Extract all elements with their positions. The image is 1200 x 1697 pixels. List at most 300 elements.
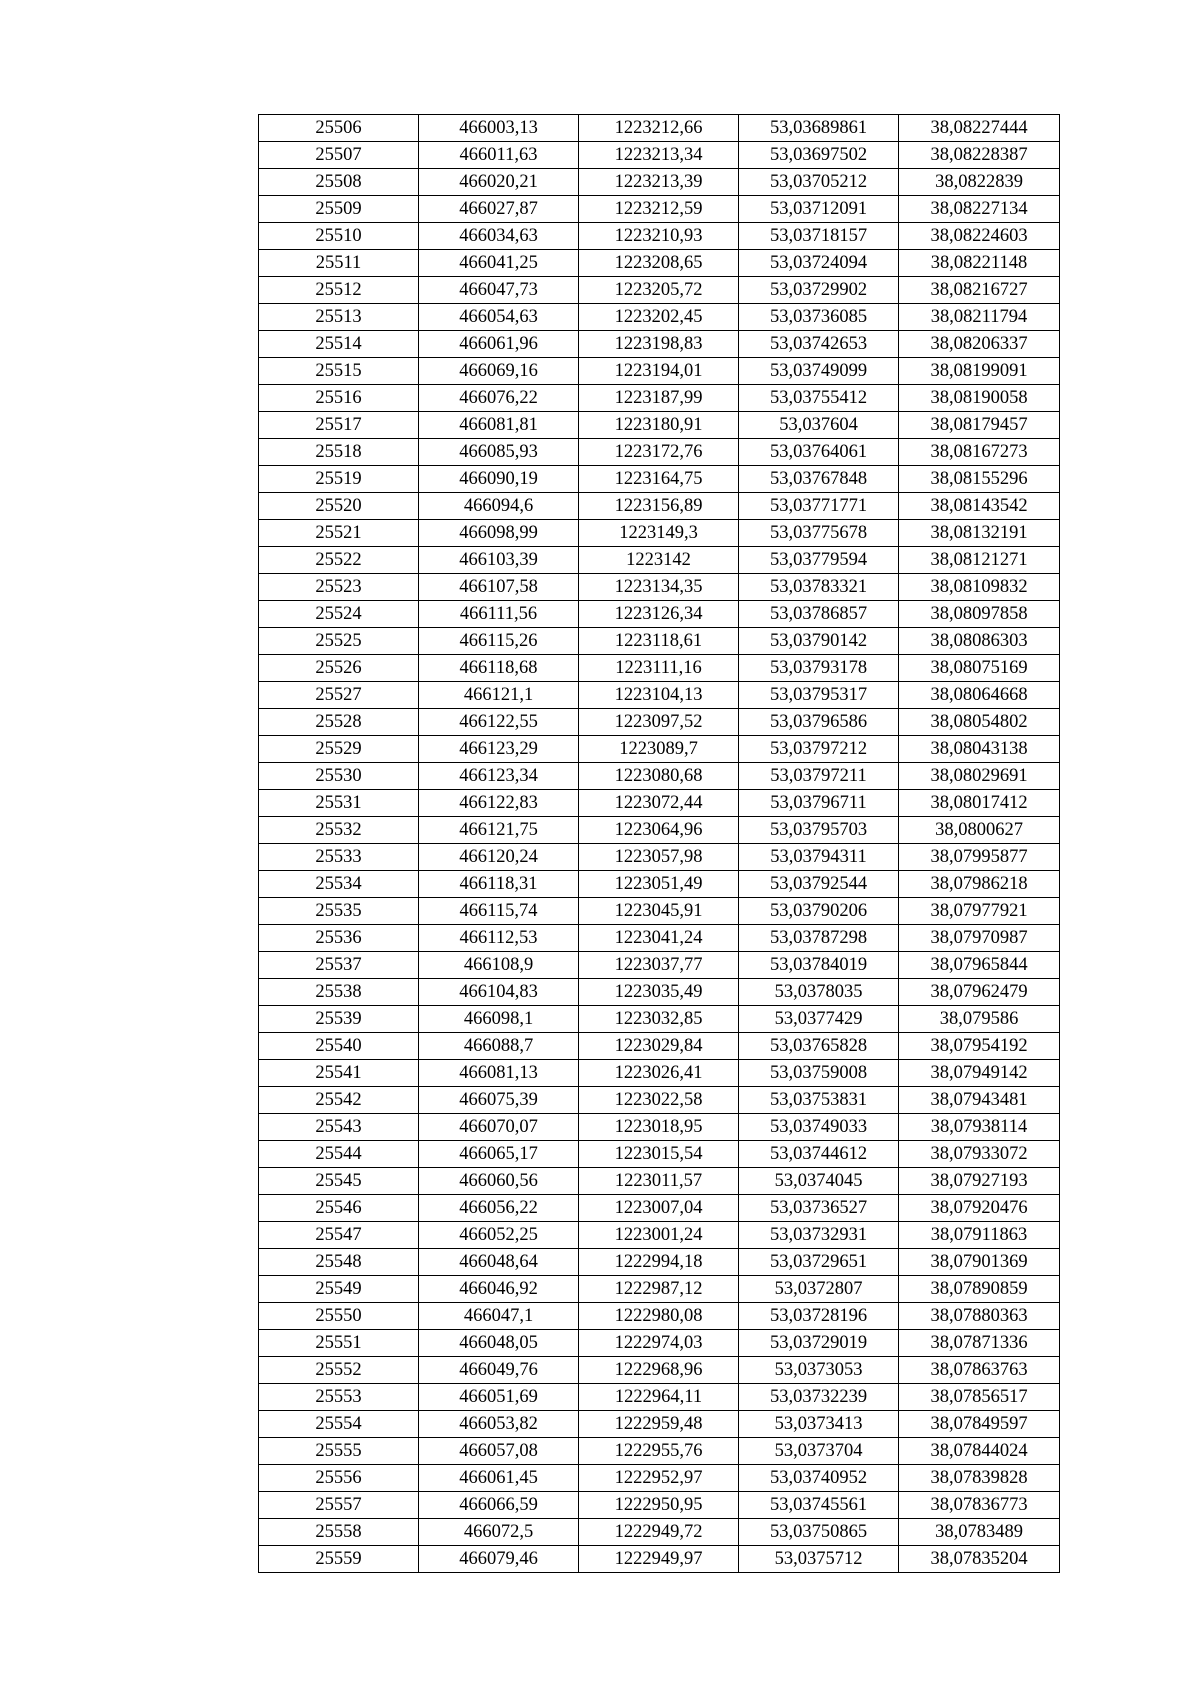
x-coordinate-cell: 466041,25 [419,250,579,277]
x-coordinate-cell: 466108,9 [419,952,579,979]
x-coordinate-cell: 466060,56 [419,1168,579,1195]
x-coordinate-cell: 466053,82 [419,1411,579,1438]
longitude-cell: 38,08167273 [899,439,1060,466]
x-coordinate-cell: 466020,21 [419,169,579,196]
table-row [259,1033,1060,1060]
longitude-cell: 38,08155296 [899,466,1060,493]
x-coordinate-cell: 466054,63 [419,304,579,331]
x-coordinate-cell: 466107,58 [419,574,579,601]
x-coordinate-cell: 466118,31 [419,871,579,898]
latitude-cell: 53,037604 [739,412,899,439]
table-row [259,1060,1060,1087]
y-coordinate-cell: 1223194,01 [579,358,739,385]
longitude-cell: 38,08190058 [899,385,1060,412]
point-number-cell: 25516 [259,385,419,412]
latitude-cell: 53,03767848 [739,466,899,493]
y-coordinate-cell: 1223172,76 [579,439,739,466]
point-number-cell: 25530 [259,763,419,790]
y-coordinate-cell: 1223187,99 [579,385,739,412]
latitude-cell: 53,03732931 [739,1222,899,1249]
latitude-cell: 53,03689861 [739,115,899,142]
x-coordinate-cell: 466094,6 [419,493,579,520]
longitude-cell: 38,0822839 [899,169,1060,196]
longitude-cell: 38,08211794 [899,304,1060,331]
point-number-cell: 25518 [259,439,419,466]
point-number-cell: 25509 [259,196,419,223]
y-coordinate-cell: 1223213,39 [579,169,739,196]
x-coordinate-cell: 466123,34 [419,763,579,790]
longitude-cell: 38,07836773 [899,1492,1060,1519]
coordinates-table [258,114,1060,1573]
point-number-cell: 25538 [259,979,419,1006]
y-coordinate-cell: 1222964,11 [579,1384,739,1411]
latitude-cell: 53,03759008 [739,1060,899,1087]
longitude-cell: 38,0800627 [899,817,1060,844]
table-row [259,1546,1060,1573]
table-row [259,1438,1060,1465]
y-coordinate-cell: 1223007,04 [579,1195,739,1222]
point-number-cell: 25541 [259,1060,419,1087]
point-number-cell: 25543 [259,1114,419,1141]
point-number-cell: 25514 [259,331,419,358]
latitude-cell: 53,03750865 [739,1519,899,1546]
point-number-cell: 25552 [259,1357,419,1384]
y-coordinate-cell: 1223198,83 [579,331,739,358]
longitude-cell: 38,07962479 [899,979,1060,1006]
table-row [259,1168,1060,1195]
latitude-cell: 53,03790206 [739,898,899,925]
point-number-cell: 25537 [259,952,419,979]
x-coordinate-cell: 466075,39 [419,1087,579,1114]
point-number-cell: 25558 [259,1519,419,1546]
y-coordinate-cell: 1223001,24 [579,1222,739,1249]
x-coordinate-cell: 466061,45 [419,1465,579,1492]
y-coordinate-cell: 1223064,96 [579,817,739,844]
latitude-cell: 53,0372807 [739,1276,899,1303]
longitude-cell: 38,08227134 [899,196,1060,223]
y-coordinate-cell: 1223164,75 [579,466,739,493]
y-coordinate-cell: 1222980,08 [579,1303,739,1330]
x-coordinate-cell: 466098,1 [419,1006,579,1033]
point-number-cell: 25523 [259,574,419,601]
x-coordinate-cell: 466118,68 [419,655,579,682]
table-row [259,817,1060,844]
table-row [259,709,1060,736]
point-number-cell: 25544 [259,1141,419,1168]
latitude-cell: 53,03705212 [739,169,899,196]
latitude-cell: 53,03732239 [739,1384,899,1411]
y-coordinate-cell: 1223180,91 [579,412,739,439]
longitude-cell: 38,08086303 [899,628,1060,655]
latitude-cell: 53,03792544 [739,871,899,898]
longitude-cell: 38,08199091 [899,358,1060,385]
table-row [259,952,1060,979]
point-number-cell: 25555 [259,1438,419,1465]
table-row [259,1195,1060,1222]
point-number-cell: 25527 [259,682,419,709]
point-number-cell: 25553 [259,1384,419,1411]
longitude-cell: 38,08179457 [899,412,1060,439]
point-number-cell: 25559 [259,1546,419,1573]
latitude-cell: 53,03784019 [739,952,899,979]
y-coordinate-cell: 1223134,35 [579,574,739,601]
point-number-cell: 25529 [259,736,419,763]
table-row [259,196,1060,223]
point-number-cell: 25515 [259,358,419,385]
x-coordinate-cell: 466052,25 [419,1222,579,1249]
latitude-cell: 53,03740952 [739,1465,899,1492]
longitude-cell: 38,08029691 [899,763,1060,790]
point-number-cell: 25550 [259,1303,419,1330]
latitude-cell: 53,03764061 [739,439,899,466]
longitude-cell: 38,07849597 [899,1411,1060,1438]
longitude-cell: 38,07938114 [899,1114,1060,1141]
x-coordinate-cell: 466079,46 [419,1546,579,1573]
longitude-cell: 38,07911863 [899,1222,1060,1249]
longitude-cell: 38,08109832 [899,574,1060,601]
x-coordinate-cell: 466115,26 [419,628,579,655]
y-coordinate-cell: 1222952,97 [579,1465,739,1492]
x-coordinate-cell: 466085,93 [419,439,579,466]
longitude-cell: 38,08132191 [899,520,1060,547]
latitude-cell: 53,03779594 [739,547,899,574]
point-number-cell: 25533 [259,844,419,871]
longitude-cell: 38,07943481 [899,1087,1060,1114]
longitude-cell: 38,08221148 [899,250,1060,277]
longitude-cell: 38,08054802 [899,709,1060,736]
y-coordinate-cell: 1223208,65 [579,250,739,277]
x-coordinate-cell: 466122,83 [419,790,579,817]
latitude-cell: 53,03797212 [739,736,899,763]
table-row [259,655,1060,682]
point-number-cell: 25551 [259,1330,419,1357]
longitude-cell: 38,07995877 [899,844,1060,871]
latitude-cell: 53,03736085 [739,304,899,331]
table-row [259,1357,1060,1384]
latitude-cell: 53,03697502 [739,142,899,169]
y-coordinate-cell: 1223018,95 [579,1114,739,1141]
latitude-cell: 53,03744612 [739,1141,899,1168]
x-coordinate-cell: 466088,7 [419,1033,579,1060]
table-row [259,763,1060,790]
y-coordinate-cell: 1223026,41 [579,1060,739,1087]
point-number-cell: 25513 [259,304,419,331]
y-coordinate-cell: 1223057,98 [579,844,739,871]
longitude-cell: 38,07839828 [899,1465,1060,1492]
y-coordinate-cell: 1223210,93 [579,223,739,250]
table-row [259,925,1060,952]
x-coordinate-cell: 466121,75 [419,817,579,844]
y-coordinate-cell: 1223072,44 [579,790,739,817]
x-coordinate-cell: 466047,73 [419,277,579,304]
x-coordinate-cell: 466049,76 [419,1357,579,1384]
y-coordinate-cell: 1222968,96 [579,1357,739,1384]
latitude-cell: 53,0375712 [739,1546,899,1573]
longitude-cell: 38,07863763 [899,1357,1060,1384]
table-row [259,1006,1060,1033]
latitude-cell: 53,03797211 [739,763,899,790]
latitude-cell: 53,03765828 [739,1033,899,1060]
longitude-cell: 38,08064668 [899,682,1060,709]
table-row [259,1519,1060,1546]
point-number-cell: 25535 [259,898,419,925]
longitude-cell: 38,07901369 [899,1249,1060,1276]
y-coordinate-cell: 1223089,7 [579,736,739,763]
latitude-cell: 53,03796586 [739,709,899,736]
y-coordinate-cell: 1222955,76 [579,1438,739,1465]
latitude-cell: 53,03729019 [739,1330,899,1357]
coordinates-table-body [259,115,1060,1573]
x-coordinate-cell: 466048,64 [419,1249,579,1276]
latitude-cell: 53,03795317 [739,682,899,709]
x-coordinate-cell: 466123,29 [419,736,579,763]
x-coordinate-cell: 466115,74 [419,898,579,925]
latitude-cell: 53,03793178 [739,655,899,682]
table-row [259,250,1060,277]
longitude-cell: 38,07977921 [899,898,1060,925]
x-coordinate-cell: 466051,69 [419,1384,579,1411]
longitude-cell: 38,07920476 [899,1195,1060,1222]
table-row [259,1222,1060,1249]
x-coordinate-cell: 466003,13 [419,115,579,142]
table-row [259,790,1060,817]
x-coordinate-cell: 466103,39 [419,547,579,574]
table-row [259,493,1060,520]
longitude-cell: 38,08121271 [899,547,1060,574]
longitude-cell: 38,07949142 [899,1060,1060,1087]
y-coordinate-cell: 1223051,49 [579,871,739,898]
longitude-cell: 38,0783489 [899,1519,1060,1546]
y-coordinate-cell: 1222987,12 [579,1276,739,1303]
y-coordinate-cell: 1223202,45 [579,304,739,331]
y-coordinate-cell: 1223212,59 [579,196,739,223]
y-coordinate-cell: 1223111,16 [579,655,739,682]
table-row [259,520,1060,547]
latitude-cell: 53,0378035 [739,979,899,1006]
x-coordinate-cell: 466090,19 [419,466,579,493]
table-row [259,466,1060,493]
table-row [259,736,1060,763]
table-row [259,979,1060,1006]
point-number-cell: 25548 [259,1249,419,1276]
y-coordinate-cell: 1223126,34 [579,601,739,628]
table-row [259,1087,1060,1114]
latitude-cell: 53,03729902 [739,277,899,304]
longitude-cell: 38,07970987 [899,925,1060,952]
latitude-cell: 53,03724094 [739,250,899,277]
point-number-cell: 25549 [259,1276,419,1303]
y-coordinate-cell: 1223142 [579,547,739,574]
latitude-cell: 53,0374045 [739,1168,899,1195]
point-number-cell: 25556 [259,1465,419,1492]
table-row [259,1411,1060,1438]
y-coordinate-cell: 1223205,72 [579,277,739,304]
y-coordinate-cell: 1223080,68 [579,763,739,790]
table-row [259,412,1060,439]
table-row [259,277,1060,304]
table-row [259,304,1060,331]
x-coordinate-cell: 466098,99 [419,520,579,547]
point-number-cell: 25512 [259,277,419,304]
point-number-cell: 25554 [259,1411,419,1438]
point-number-cell: 25526 [259,655,419,682]
y-coordinate-cell: 1222959,48 [579,1411,739,1438]
longitude-cell: 38,07890859 [899,1276,1060,1303]
y-coordinate-cell: 1223149,3 [579,520,739,547]
x-coordinate-cell: 466056,22 [419,1195,579,1222]
x-coordinate-cell: 466057,08 [419,1438,579,1465]
latitude-cell: 53,03718157 [739,223,899,250]
latitude-cell: 53,03729651 [739,1249,899,1276]
table-row [259,601,1060,628]
latitude-cell: 53,0373413 [739,1411,899,1438]
x-coordinate-cell: 466027,87 [419,196,579,223]
x-coordinate-cell: 466072,5 [419,1519,579,1546]
latitude-cell: 53,03771771 [739,493,899,520]
table-row [259,358,1060,385]
table-row [259,1249,1060,1276]
x-coordinate-cell: 466048,05 [419,1330,579,1357]
y-coordinate-cell: 1223035,49 [579,979,739,1006]
x-coordinate-cell: 466076,22 [419,385,579,412]
longitude-cell: 38,08097858 [899,601,1060,628]
table-row [259,574,1060,601]
point-number-cell: 25532 [259,817,419,844]
y-coordinate-cell: 1222974,03 [579,1330,739,1357]
table-row [259,169,1060,196]
longitude-cell: 38,07835204 [899,1546,1060,1573]
point-number-cell: 25524 [259,601,419,628]
x-coordinate-cell: 466081,81 [419,412,579,439]
latitude-cell: 53,03749033 [739,1114,899,1141]
table-row [259,385,1060,412]
x-coordinate-cell: 466122,55 [419,709,579,736]
y-coordinate-cell: 1222949,72 [579,1519,739,1546]
y-coordinate-cell: 1222949,97 [579,1546,739,1573]
point-number-cell: 25525 [259,628,419,655]
point-number-cell: 25542 [259,1087,419,1114]
latitude-cell: 53,03775678 [739,520,899,547]
x-coordinate-cell: 466104,83 [419,979,579,1006]
latitude-cell: 53,03783321 [739,574,899,601]
table-row [259,844,1060,871]
latitude-cell: 53,03786857 [739,601,899,628]
x-coordinate-cell: 466120,24 [419,844,579,871]
x-coordinate-cell: 466081,13 [419,1060,579,1087]
point-number-cell: 25519 [259,466,419,493]
longitude-cell: 38,08228387 [899,142,1060,169]
point-number-cell: 25522 [259,547,419,574]
y-coordinate-cell: 1223037,77 [579,952,739,979]
table-row [259,1303,1060,1330]
point-number-cell: 25539 [259,1006,419,1033]
point-number-cell: 25546 [259,1195,419,1222]
latitude-cell: 53,03755412 [739,385,899,412]
table-row [259,682,1060,709]
point-number-cell: 25534 [259,871,419,898]
table-row [259,628,1060,655]
table-row [259,898,1060,925]
table-row [259,1141,1060,1168]
longitude-cell: 38,07927193 [899,1168,1060,1195]
y-coordinate-cell: 1223032,85 [579,1006,739,1033]
table-row [259,1276,1060,1303]
latitude-cell: 53,03795703 [739,817,899,844]
point-number-cell: 25511 [259,250,419,277]
latitude-cell: 53,0377429 [739,1006,899,1033]
latitude-cell: 53,03712091 [739,196,899,223]
y-coordinate-cell: 1223097,52 [579,709,739,736]
point-number-cell: 25520 [259,493,419,520]
y-coordinate-cell: 1223011,57 [579,1168,739,1195]
longitude-cell: 38,07844024 [899,1438,1060,1465]
point-number-cell: 25557 [259,1492,419,1519]
y-coordinate-cell: 1223212,66 [579,115,739,142]
latitude-cell: 53,03796711 [739,790,899,817]
table-row [259,1114,1060,1141]
x-coordinate-cell: 466047,1 [419,1303,579,1330]
table-row [259,223,1060,250]
y-coordinate-cell: 1222994,18 [579,1249,739,1276]
longitude-cell: 38,07856517 [899,1384,1060,1411]
table-row [259,1465,1060,1492]
y-coordinate-cell: 1223045,91 [579,898,739,925]
x-coordinate-cell: 466011,63 [419,142,579,169]
table-row [259,871,1060,898]
table-row [259,439,1060,466]
longitude-cell: 38,07880363 [899,1303,1060,1330]
latitude-cell: 53,03728196 [739,1303,899,1330]
y-coordinate-cell: 1223104,13 [579,682,739,709]
latitude-cell: 53,0373053 [739,1357,899,1384]
y-coordinate-cell: 1223015,54 [579,1141,739,1168]
x-coordinate-cell: 466069,16 [419,358,579,385]
longitude-cell: 38,08206337 [899,331,1060,358]
point-number-cell: 25536 [259,925,419,952]
table-row [259,115,1060,142]
y-coordinate-cell: 1223118,61 [579,628,739,655]
longitude-cell: 38,07965844 [899,952,1060,979]
x-coordinate-cell: 466065,17 [419,1141,579,1168]
x-coordinate-cell: 466121,1 [419,682,579,709]
table-row [259,1384,1060,1411]
y-coordinate-cell: 1223156,89 [579,493,739,520]
longitude-cell: 38,07954192 [899,1033,1060,1060]
y-coordinate-cell: 1222950,95 [579,1492,739,1519]
latitude-cell: 53,03787298 [739,925,899,952]
x-coordinate-cell: 466111,56 [419,601,579,628]
point-number-cell: 25508 [259,169,419,196]
point-number-cell: 25517 [259,412,419,439]
x-coordinate-cell: 466066,59 [419,1492,579,1519]
longitude-cell: 38,079586 [899,1006,1060,1033]
longitude-cell: 38,07986218 [899,871,1060,898]
point-number-cell: 25545 [259,1168,419,1195]
longitude-cell: 38,08017412 [899,790,1060,817]
latitude-cell: 53,03736527 [739,1195,899,1222]
longitude-cell: 38,08224603 [899,223,1060,250]
point-number-cell: 25547 [259,1222,419,1249]
longitude-cell: 38,08043138 [899,736,1060,763]
x-coordinate-cell: 466034,63 [419,223,579,250]
point-number-cell: 25510 [259,223,419,250]
table-row [259,331,1060,358]
latitude-cell: 53,03742653 [739,331,899,358]
latitude-cell: 53,03790142 [739,628,899,655]
point-number-cell: 25521 [259,520,419,547]
y-coordinate-cell: 1223022,58 [579,1087,739,1114]
point-number-cell: 25540 [259,1033,419,1060]
